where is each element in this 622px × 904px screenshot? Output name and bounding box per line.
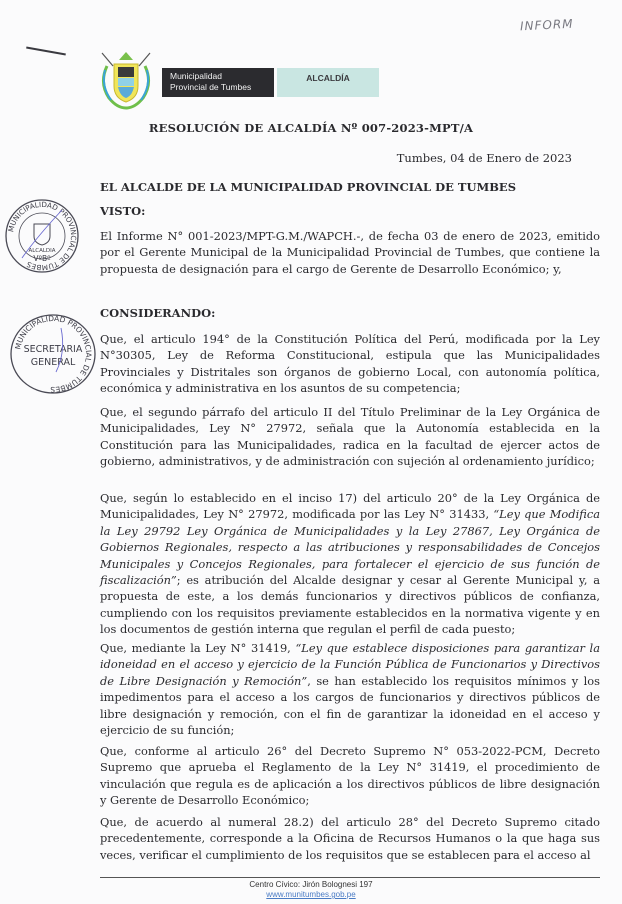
p3-law-title: “Ley que Modifica la Ley 29792 Ley Orgánica de Municipalidades y la Ley 27867, Ley Orgánica de Gobiernos Regionales, respecto a las atribuciones y responsabilidades de Concejos Municipales y Concejos Regionales, para fortalecer el ejercicio de sus función de fiscalización” <box>100 507 600 588</box>
considerando-heading: CONSIDERANDO: <box>100 306 216 320</box>
considerando-paragraph-6: Que, de acuerdo al numeral 28.2) del articulo 28° del Decreto Supremo citado precedentemente, corresponde a la Oficina de Recursos Humanos o la que haga sus veces, verificar el cumplimiento de los requisitos que se establecen para el acceso al <box>100 815 600 862</box>
considerando-paragraph-4 <box>100 640 600 738</box>
secretaria-stamp-line1: SECRETARIA <box>23 344 83 355</box>
footer-address: Centro Cívico: Jirón Bolognesi 197 <box>249 880 373 889</box>
p4-text-b: , se han establecido los requisitos mínimos y los impedimentos para el acceso a los cargos de funcionarios y directivos públicos de libre designación y remoción, con el fin de garantizar la idoneidad en el acceso y ejercicio de su función; <box>100 673 600 738</box>
secretaria-stamp-line2: GENERAL <box>30 357 76 368</box>
brand-block <box>162 68 274 97</box>
alcaldia-stamp-ring: MUNICIPALIDAD PROVINCIAL DE TUMBES <box>6 199 79 273</box>
brand-line-1: Municipalidad <box>170 71 222 81</box>
considerando-paragraph-5: Que, conforme al articulo 26° del Decreto Supremo N° 053-2022-PCM, Decreto Supremo que aprueba el Reglamento de la Ley N° 31419, el procedimiento de vinculación que regula es de aplicación a los directivos públicos de libre designación y Gerente de Desarrollo Económico; <box>100 744 600 808</box>
secretaria-stamp <box>6 312 100 396</box>
p4-law-title: “Ley que establece disposiciones para garantizar la idoneidad en el acceso y ejercicio de la Función Pública de Funcionarios y Directivos de Libre Designación y Remoción” <box>100 641 600 688</box>
visto-text: El Informe N° 001-2023/MPT-G.M./WAPCH.-, de fecha 03 de enero de 2023, emitido por el Gerente Municipal de la Municipalidad Provincial de Tumbes, que contiene la propuesta de designación para el cargo de Gerente de Desarrollo Económico; y, <box>100 229 600 276</box>
p3-text-a: Que, según lo establecido en el inciso 17) del articulo 20° de la Ley Orgánica de Municipalidades, Ley N° 27972, modificada por las Ley N° 31433, <box>100 491 600 522</box>
alcaldia-stamp <box>4 198 80 274</box>
visto-heading: VISTO: <box>100 204 146 218</box>
handwritten-note: INFORM <box>519 16 574 34</box>
considerando-paragraph-2: Que, el segundo párrafo del articulo II del Título Preliminar de la Ley Orgánica de Municipalidades, Ley N° 27972, señala que la Autonomía establecida en la Constitución para las Municipalidades, radica en la facultad de ejercer actos de gobierno, administrativos, y de administración con sujeción al ordenamiento jurídico; <box>100 405 600 469</box>
considerando-paragraph-3 <box>100 490 600 638</box>
alcaldia-stamp-vb: VºBº <box>33 254 51 263</box>
p3-text-b: ; es atribución del Alcalde designar y cesar al Gerente Municipal y, a propuesta de este, a los demás funcionarios y directivos públicos de confianza, cumpliendo con los requisitos previamente establecidos en la normativa vigente y en los documentos de gestión interna que regulan el perfil de cada puesto; <box>100 573 600 637</box>
authority-heading: EL ALCALDE DE LA MUNICIPALIDAD PROVINCIAL DE TUMBES <box>100 180 516 194</box>
pen-mark <box>26 47 66 56</box>
footer-website-link[interactable]: www.munitumbes.gob.pe <box>266 890 356 899</box>
resolution-date: Tumbes, 04 de Enero de 2023 <box>396 151 572 165</box>
municipal-crest-logo <box>97 48 155 110</box>
alcaldia-stamp-center: ALCALDIA <box>28 248 56 254</box>
footer-divider <box>100 877 600 878</box>
considerando-paragraph-1: Que, el articulo 194° de la Constitución Política del Perú, modificada por la Ley N°30305, Ley de Reforma Constitucional, estipula que las Municipalidades Provinciales y Distritales son órganos de gobierno Local, con autonomía política, económica y administrativa en los asuntos de su competencia; <box>100 332 600 396</box>
secretaria-stamp-ring: MUNICIPALIDAD PROVINCIAL DE TUMBES <box>13 313 94 395</box>
p4-text-a: Que, mediante la Ley N° 31419, <box>100 641 296 655</box>
resolution-title: RESOLUCIÓN DE ALCALDÍA Nº 007-2023-MPT/A <box>148 121 474 135</box>
brand-line-2: Provincial de Tumbes <box>170 82 252 92</box>
office-label: ALCALDÍA <box>277 68 379 97</box>
